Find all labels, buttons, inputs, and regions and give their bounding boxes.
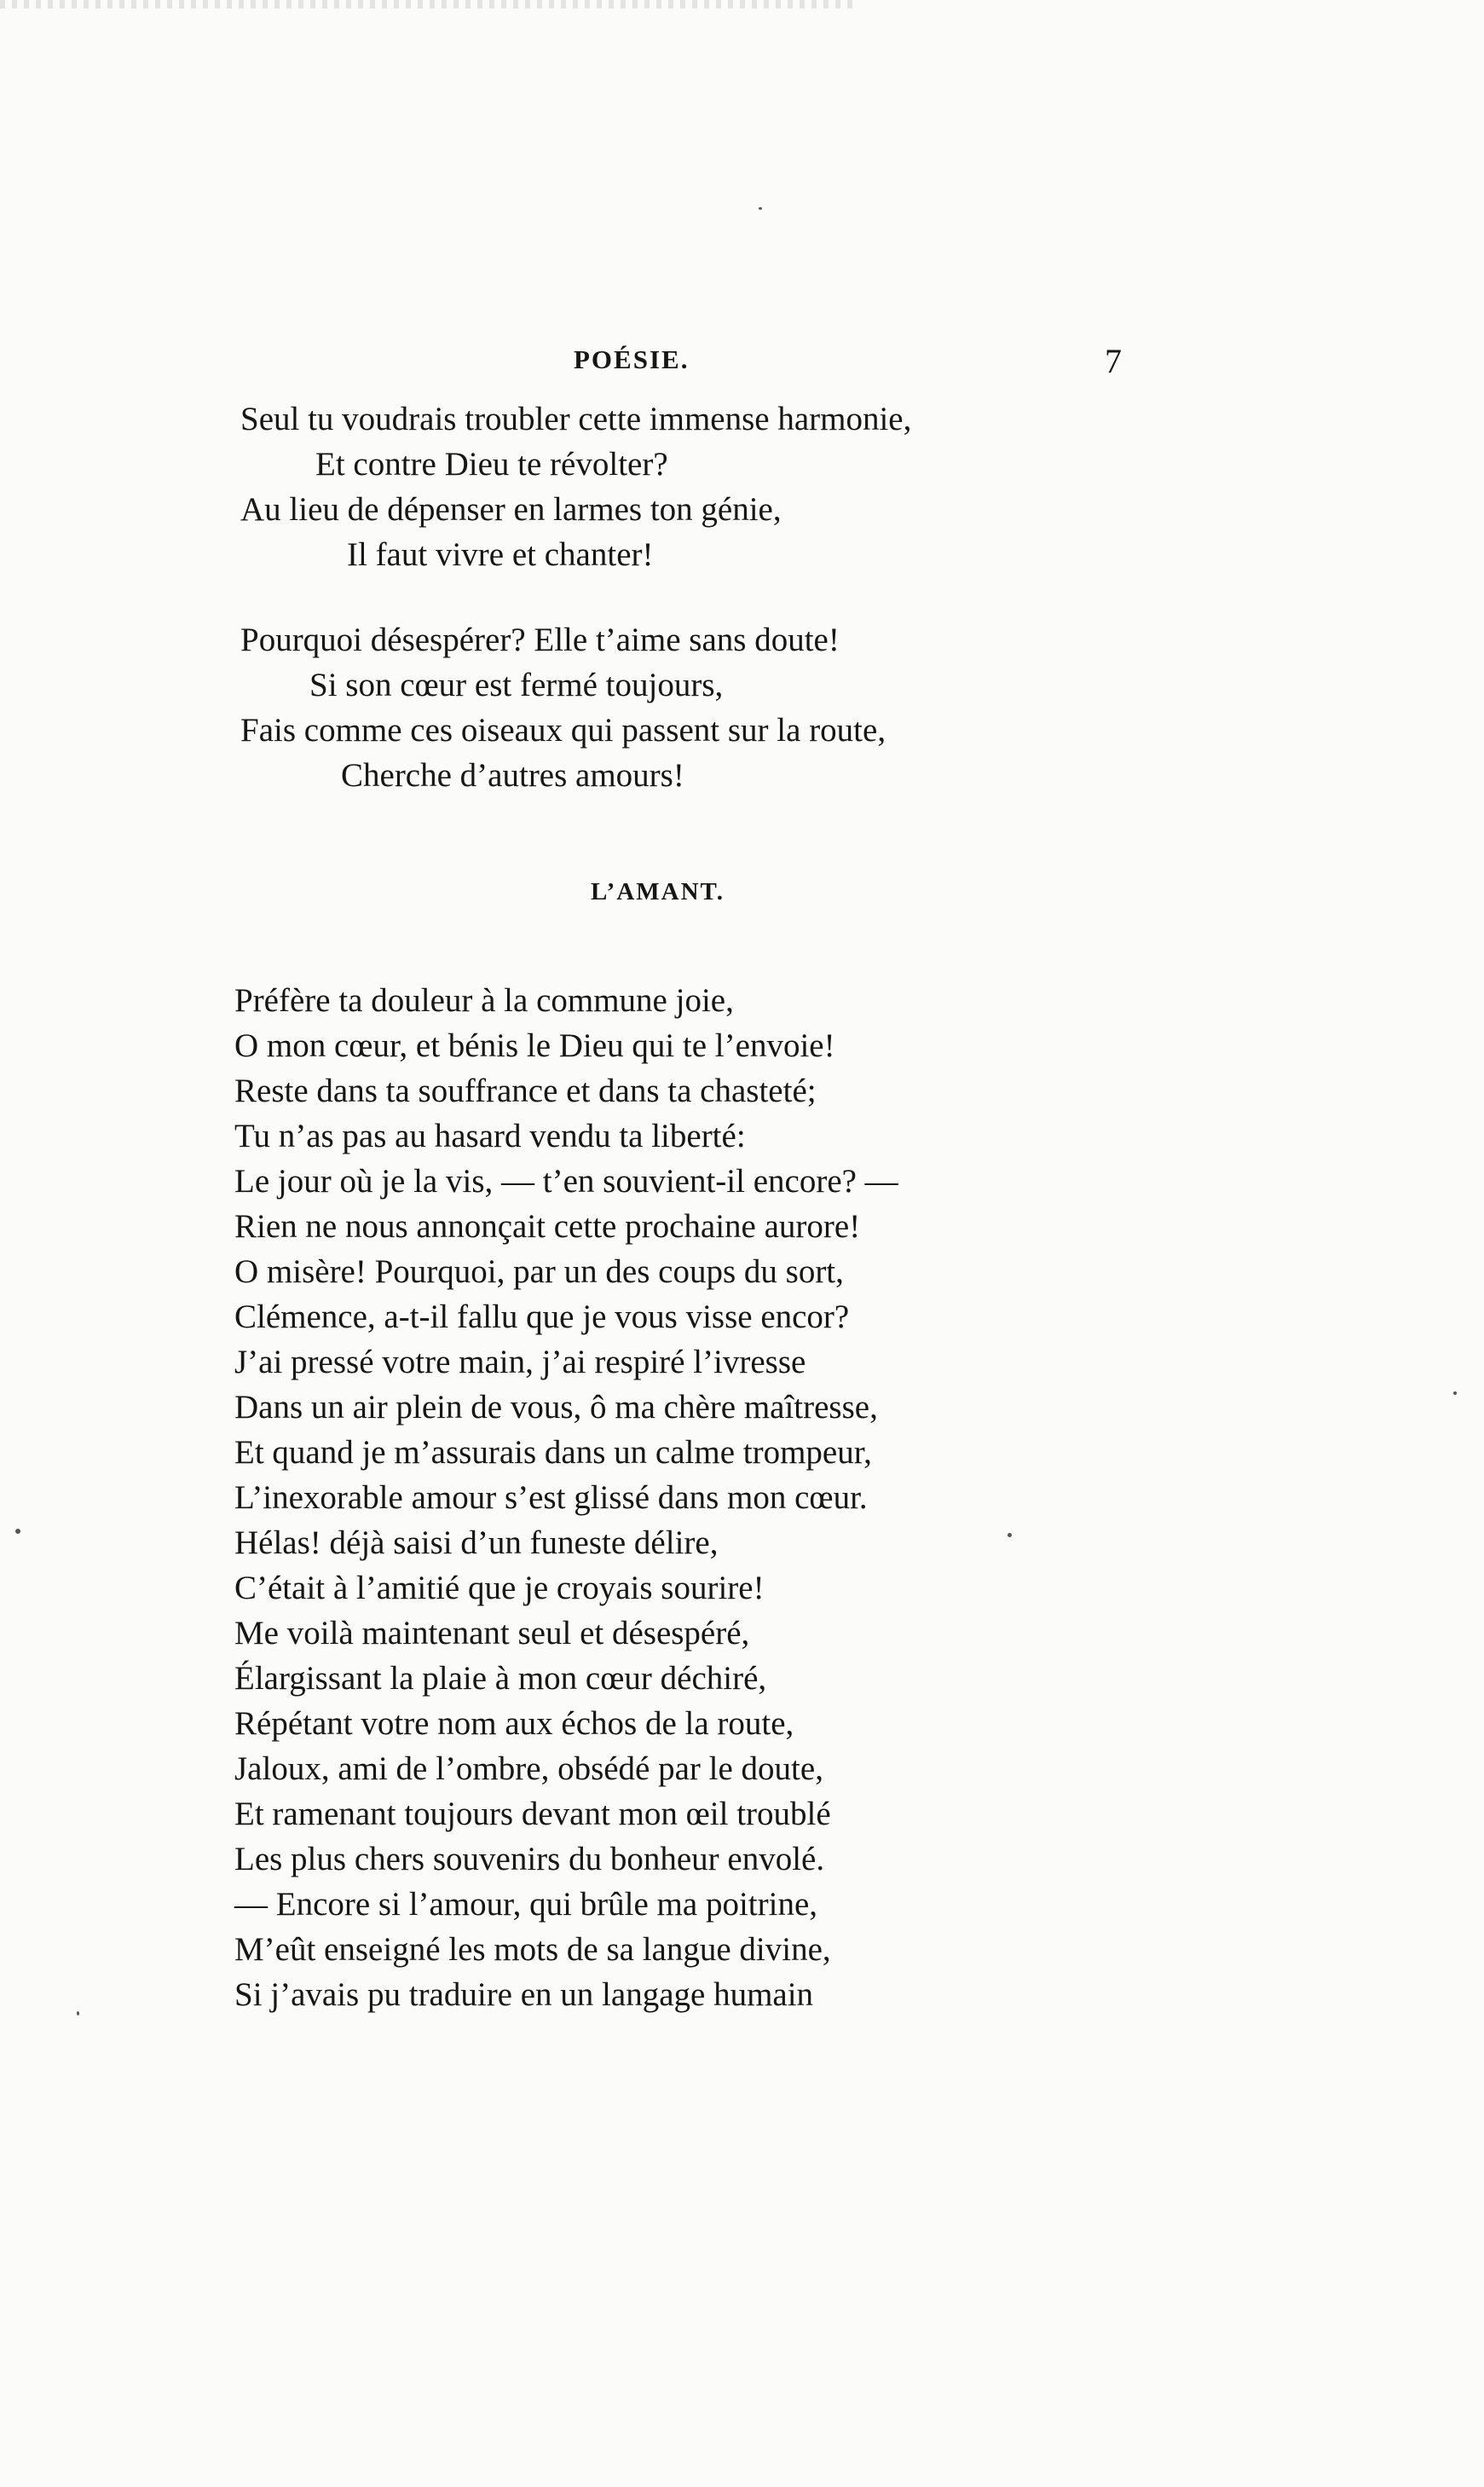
- verse-line: Reste dans ta souffrance et dans ta chasteté;: [234, 1073, 817, 1109]
- verse-line: Et contre Dieu te révolter?: [315, 446, 668, 483]
- verse-line: Préfère ta douleur à la commune joie,: [234, 982, 734, 1019]
- verse-line: Les plus chers souvenirs du bonheur envolé.: [234, 1841, 825, 1877]
- scan-speck: [759, 207, 762, 210]
- scan-speck: [1008, 1533, 1012, 1537]
- verse-line: Cherche d’autres amours!: [341, 757, 684, 794]
- section-title: L’AMANT.: [591, 878, 725, 905]
- verse-line: Et ramenant toujours devant mon œil troublé: [234, 1796, 831, 1832]
- verse-line: — Encore si l’amour, qui brûle ma poitrine,: [234, 1886, 818, 1923]
- verse-line: Pourquoi désespérer? Elle t’aime sans doute!: [240, 622, 840, 658]
- verse-line: Fais comme ces oiseaux qui passent sur la route,: [240, 712, 886, 749]
- verse-line: Le jour où je la vis, — t’en souvient-il encore? —: [234, 1163, 898, 1200]
- verse-line: Hélas! déjà saisi d’un funeste délire,: [234, 1524, 719, 1561]
- running-head: POÉSIE.: [574, 344, 690, 374]
- verse-line: Jaloux, ami de l’ombre, obsédé par le doute,: [234, 1750, 823, 1787]
- scan-speck: [1453, 1391, 1457, 1395]
- verse-line: Tu n’as pas au hasard vendu ta liberté:: [234, 1118, 746, 1154]
- verse-line: Seul tu voudrais troubler cette immense harmonie,: [240, 401, 912, 437]
- verse-line: Rien ne nous annonçait cette prochaine aurore!: [234, 1208, 861, 1245]
- verse-line: L’inexorable amour s’est glissé dans mon cœur.: [234, 1479, 868, 1516]
- verse-line: O mon cœur, et bénis le Dieu qui te l’envoie!: [234, 1027, 835, 1064]
- verse-line: Dans un air plein de vous, ô ma chère maîtresse,: [234, 1389, 878, 1426]
- verse-line: Répétant votre nom aux échos de la route,: [234, 1705, 794, 1742]
- verse-line: Et quand je m’assurais dans un calme trompeur,: [234, 1434, 872, 1471]
- verse-line: J’ai pressé votre main, j’ai respiré l’ivresse: [234, 1344, 806, 1380]
- verse-line: Il faut vivre et chanter!: [347, 536, 654, 573]
- verse-line: Élargissant la plaie à mon cœur déchiré,: [234, 1660, 767, 1697]
- verse-line: Si j’avais pu traduire en un langage humain: [234, 1976, 814, 2013]
- verse-line: M’eût enseigné les mots de sa langue divine,: [234, 1931, 831, 1968]
- verse-line: Me voilà maintenant seul et désespéré,: [234, 1615, 750, 1651]
- scan-speck: [15, 1529, 20, 1534]
- verse-line: Si son cœur est fermé toujours,: [309, 667, 724, 703]
- scan-speck: [77, 2011, 79, 2016]
- verse-line: C’était à l’amitié que je croyais sourire!: [234, 1570, 765, 1606]
- scan-edge-noise: [0, 0, 852, 9]
- verse-line: Clémence, a-t-il fallu que je vous visse encor?: [234, 1298, 850, 1335]
- verse-line: Au lieu de dépenser en larmes ton génie,: [240, 491, 782, 528]
- verse-line: O misère! Pourquoi, par un des coups du sort,: [234, 1253, 844, 1290]
- page-number: 7: [1105, 342, 1122, 380]
